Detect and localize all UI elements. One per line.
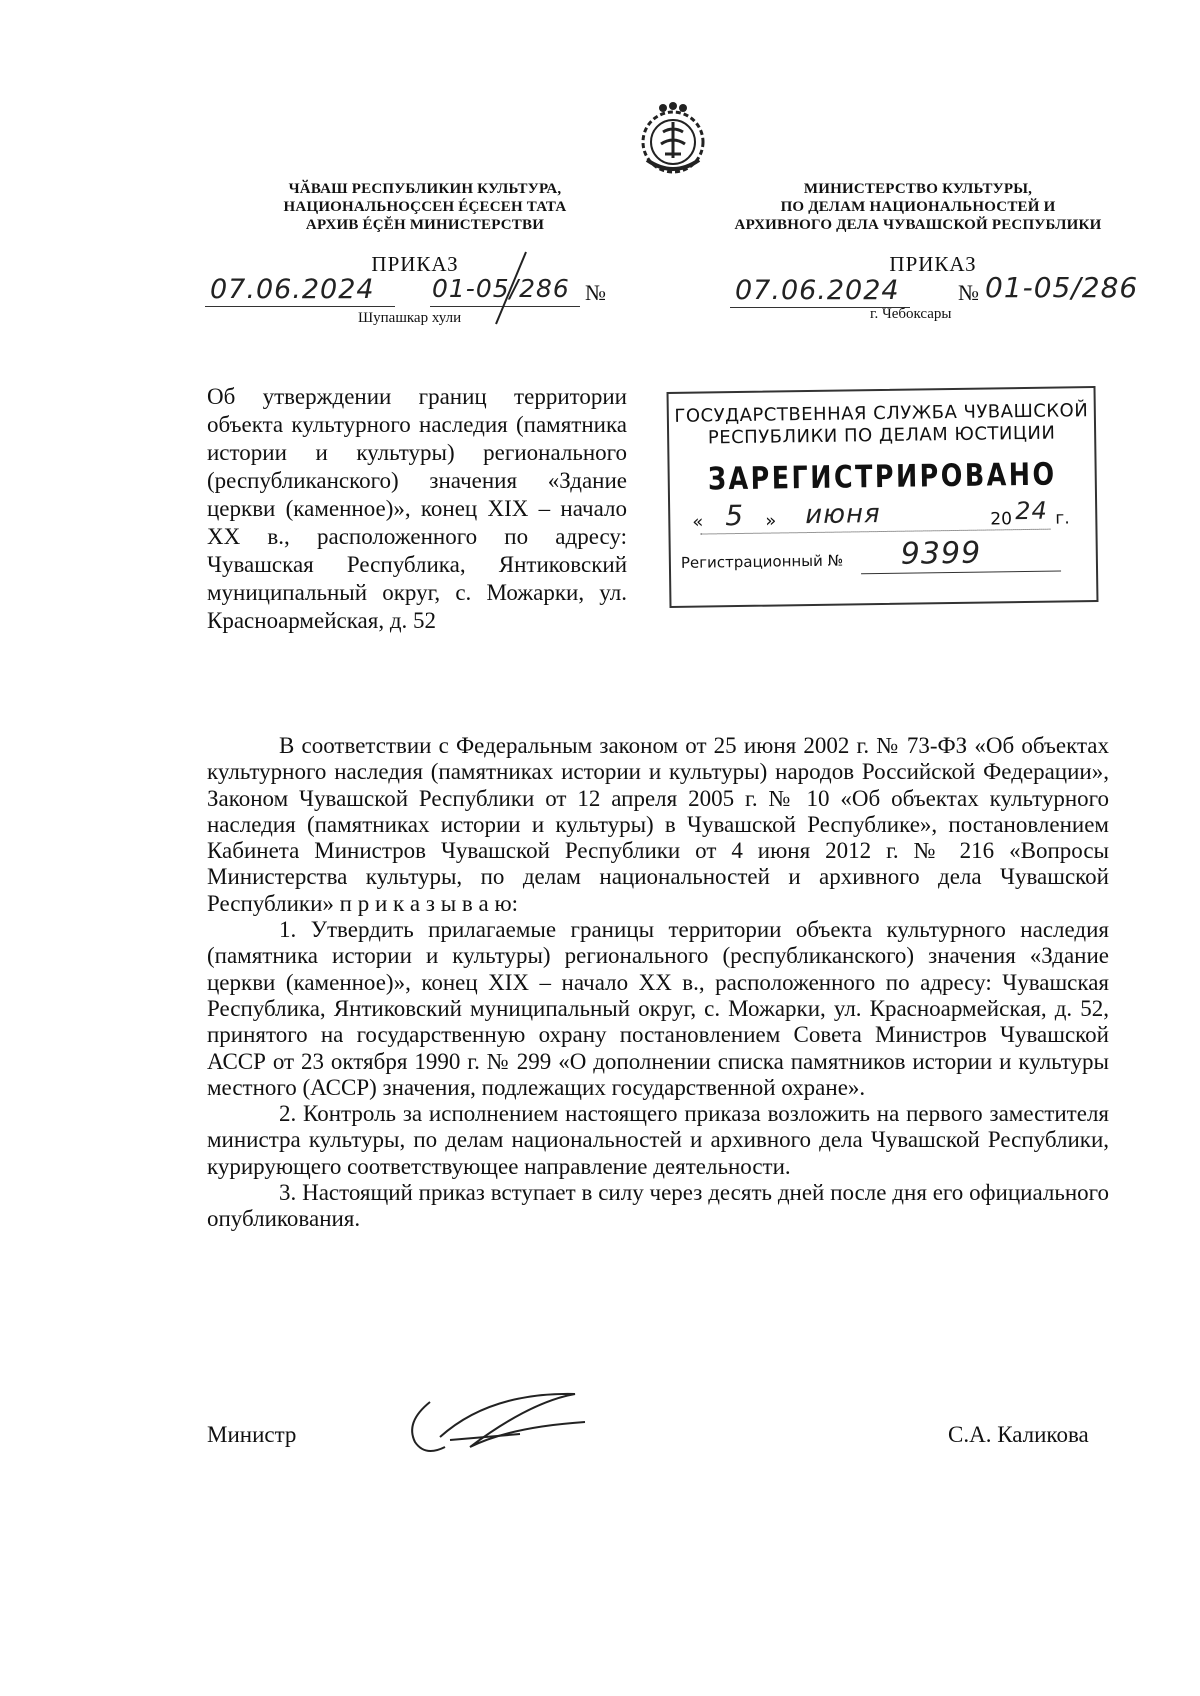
stamp-year-prefix: 20	[990, 509, 1013, 530]
stamp-open-quote: «	[692, 511, 704, 533]
stamp-date-row	[670, 494, 1096, 540]
order-item-1: 1. Утвердить прилагаемые границы территории объекта культурного наследия (памятника истории и культуры) регионального (республиканского) значения «Здание церкви (каменное)», конец XIX – начало XX в., расположенного по адресу: Чувашская Республика, Янтиковский муниципальный округ, с. Можарки, ул. Красноармейская, д. 52, принятого на государственную охрану постановлением Совета Министров Чувашской АССР от 23 октября 1990 г. № 299 «О дополнении списка памятников истории и культуры местного (АССР) значения, подлежащих государственной охране».	[207, 917, 1109, 1100]
stamp-title: ЗАРЕГИСТРИРОВАНО	[707, 456, 1057, 498]
order-title-left: ПРИКАЗ	[371, 252, 459, 276]
handwritten-number-right: 01-05/286	[985, 271, 1139, 304]
handwritten-signature	[400, 1382, 600, 1472]
handwritten-number-left: 01-05/286	[432, 274, 570, 303]
handwritten-slash-left	[490, 248, 530, 328]
stamp-reg-number: 9399	[900, 535, 982, 572]
number-sign-left: №	[585, 280, 606, 305]
signatory-name: С.А. Каликова	[948, 1422, 1089, 1447]
order-body	[207, 733, 1109, 1233]
coat-of-arms-emblem	[633, 98, 713, 178]
left-org-name	[250, 180, 600, 234]
stamp-line-2: РЕСПУБЛИКИ ПО ДЕЛАМ ЮСТИЦИИ	[707, 422, 1056, 449]
city-left: Шупашкар хули	[358, 310, 462, 326]
left-org-line-1: ЧӐВАШ РЕСПУБЛИКИН КУЛЬТУРА,	[288, 181, 562, 197]
left-org-line-3: АРХИВ ÉÇĔН МИНИСТЕРСТВИ	[305, 217, 545, 233]
stamp-year-suffix: 24	[1015, 496, 1048, 526]
preamble-text: В соответствии с Федеральным законом от 25 июня 2002 г. № 73-ФЗ «Об объектах культурного наследия (памятниках истории и культуры) народов Российской Федерации», Законом Чувашской Республики от 12 апреля 2005 г. № 10 «Об объектах культурного наследия (памятниках истории и культуры) в Чувашской Республике», постановлением Кабинета Министров Чувашской Республики от 4 июня 2012 г. № 216 «Вопросы Министерства культуры, по делам национальностей и архивного дела Чувашской Республики»	[207, 733, 1109, 916]
stamp-reg-row	[671, 534, 1097, 580]
order-item-2: 2. Контроль за исполнением настоящего приказа возложить на первого заместителя министра культуры, по делам национальностей и архивного дела Чувашской Республики, курирующего соответствующее направление деятельности.	[207, 1101, 1109, 1179]
stamp-reg-line	[861, 571, 1061, 575]
handwritten-date-right: 07.06.2024	[735, 275, 900, 306]
order-subject: Об утверждении границ территории объекта культурного наследия (памятника истории и культуры) регионального (республиканского) значения «Здание церкви (каменное)», конец XIX – начало XX в., расположенного по адресу: Чувашская Республика, Янтиковский муниципальный округ, с. Можарки, ул. Красноармейская, д. 52	[207, 384, 627, 633]
order-title-right: ПРИКАЗ	[889, 252, 977, 276]
right-org-line-3: АРХИВНОГО ДЕЛА ЧУВАШСКОЙ РЕСПУБЛИКИ	[734, 217, 1102, 233]
registration-stamp	[667, 386, 1099, 608]
stamp-line-1: ГОСУДАРСТВЕННАЯ СЛУЖБА ЧУВАШСКОЙ	[674, 400, 1089, 427]
stamp-month: июня	[805, 499, 881, 531]
signatory-title: Министр	[207, 1422, 297, 1447]
order-item-3: 3. Настоящий приказ вступает в силу через десять дней после дня его официального опубликования.	[207, 1180, 1109, 1232]
stamp-day: 5	[725, 498, 745, 533]
left-org-line-2: НАЦИОНАЛЬНОÇСЕН ÉÇЕСЕН ТАТА	[283, 199, 567, 215]
right-org-line-1: МИНИСТЕРСТВО КУЛЬТУРЫ,	[803, 181, 1033, 197]
stamp-reg-label: Регистрационный №	[680, 551, 844, 572]
stamp-date-line	[700, 529, 1050, 535]
stamp-close-quote: »	[765, 510, 777, 532]
right-org-line-2: ПО ДЕЛАМ НАЦИОНАЛЬНОСТЕЙ И	[780, 199, 1056, 215]
preamble-paragraph	[207, 733, 1109, 917]
handwritten-date-left: 07.06.2024	[210, 274, 375, 305]
date-underline-left	[205, 306, 395, 307]
city-right: г. Чебоксары	[870, 306, 952, 322]
right-org-name	[718, 180, 1118, 234]
number-sign-right: №	[958, 280, 979, 305]
stamp-year-unit: г.	[1055, 508, 1070, 529]
preamble-order-word: п р и к а з ы в а ю:	[339, 890, 519, 916]
